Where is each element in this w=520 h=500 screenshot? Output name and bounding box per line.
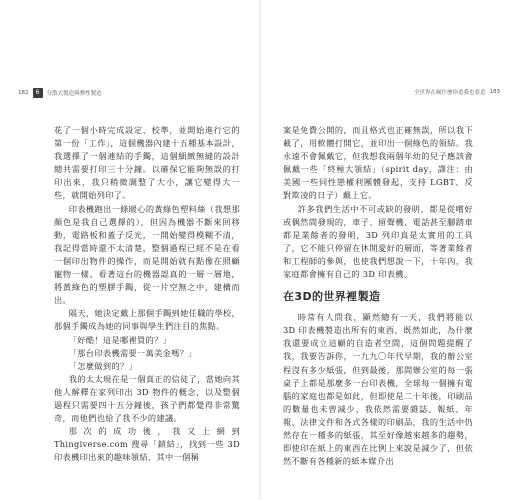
paragraph: 時常有人問我，顯然總有一天，我們將能以 3D 印表機製造出所有的東西，既然如此，為什麼我還要成立這顧的自造者空間，這個問題提醒了我，我要告訴你，一九九〇年代早期，我的辦公室程沒有多少紙張，但到最後，那間辦公室的每一張桌子上都是那麼多一台印表機，全球每一個擁有電腦的家庭也都是如此，但即使是二十年後，印刷品的數量也未曾減少，我依然需要雜誌、報紙、年報、法律文件和各式各樣的印刷品，我的生活中仍然存在一種多的紙張，其至好像越來越多的趨勢，即使印在紙上的東西在比例上來說是減少了，但依然不斷有各種新的紙本媒介出 xyxy=(283,312,473,467)
left-page-body xyxy=(54,124,240,464)
paragraph: 案是免費公開的，而且格式也正確無誤，所以我下載了，用軟體打開它，並印出一個綠色的領結。我永遠不會佩戴它，但我想我兩個年幼的兒子應該會佩戴一些「終極大領結」（spirit day，譯注：由美國一些同性戀權利團體發起，支持 LGBT、反對欺凌的日子）戴上它。 xyxy=(283,125,473,201)
right-page-header xyxy=(414,88,500,96)
quote-line: 「好酷！這是哪裡買的？」 xyxy=(68,334,172,345)
right-page-body xyxy=(283,124,473,468)
paragraph: 花了一個小時完成設定、校準，並開始進行它的第一份「工作」，這個機器內建十五種基本設計，我選擇了一個連結的手鐲，這個細緻無縫的設計總共需要打印三十分鐘。以確保它能夠無誤的打印出來，我只稍微調整了大小，讓它變得大一些，就開始列印了。 xyxy=(54,125,240,201)
right-running-title: 全世界在瘋什麼你造我也要造 xyxy=(413,90,486,96)
left-page-number: 182 xyxy=(18,90,29,96)
quote-line: 「那台印表機需要一萬美金嗎？」 xyxy=(68,347,197,358)
paragraph: 許多我們生活中不可或缺的發明，都是從嚐好或偶然間發現的，車子、留聲機、電話甚至腳踏車都是業餘者的發明，3D 列印真是太實用的工具了，它不能只停留在休閒愛好的層面，等著業餘者和工程師的參與，也使我們想說一下，十年內，我家庭都會擁有自己的 3D 印表機。 xyxy=(283,203,473,280)
chapter-number-badge: 6 xyxy=(33,88,43,98)
section-heading: 在3D的世界裡製造 xyxy=(283,290,381,304)
paragraph: 隔天，她決定戴上那個手鐲到她任職的學校，那個手鐲成為她的同事與學生們注目的焦點。 xyxy=(54,308,240,332)
right-page xyxy=(261,0,520,500)
paragraph: 印表機跑出一條暖心的黃綠色塑料絲（我想那顏色是我自己選擇的），但因為機器不斷來回移動，電路板和蓋子反光，一開始變得模糊不清，我記得當時還不太清楚，整個過程已經不是在看一個印出物件的操作，而是開始就有點像在照顧寵物一樣。看著這台的機器認真的一層一層地，將黃綠色的塑膠手鐲，從一片空無之中，建構而出。 xyxy=(54,203,240,306)
paragraph: 那次的成功後，我又上網到 Thingiverse.com 搜尋「鎖結」，找到一些 3D 印表機印出來的趣味領結，其中一個稱 xyxy=(54,426,240,463)
paragraph: 我的太太現在是一個真正的信徒了，當她向其他人解釋在家列印出 3D 物件的概念，以及整個過程只需要四十五分鐘後，孩子們都覺得非常驚奇，而他們也給了我不少的建議。 xyxy=(54,373,240,424)
right-page-number: 183 xyxy=(489,89,500,95)
left-page-header xyxy=(18,88,102,98)
quote-line: 「怎麼做到的？」 xyxy=(68,360,138,371)
left-running-title: 分散式製造與彈性製造 xyxy=(46,91,102,97)
left-page xyxy=(0,0,259,500)
